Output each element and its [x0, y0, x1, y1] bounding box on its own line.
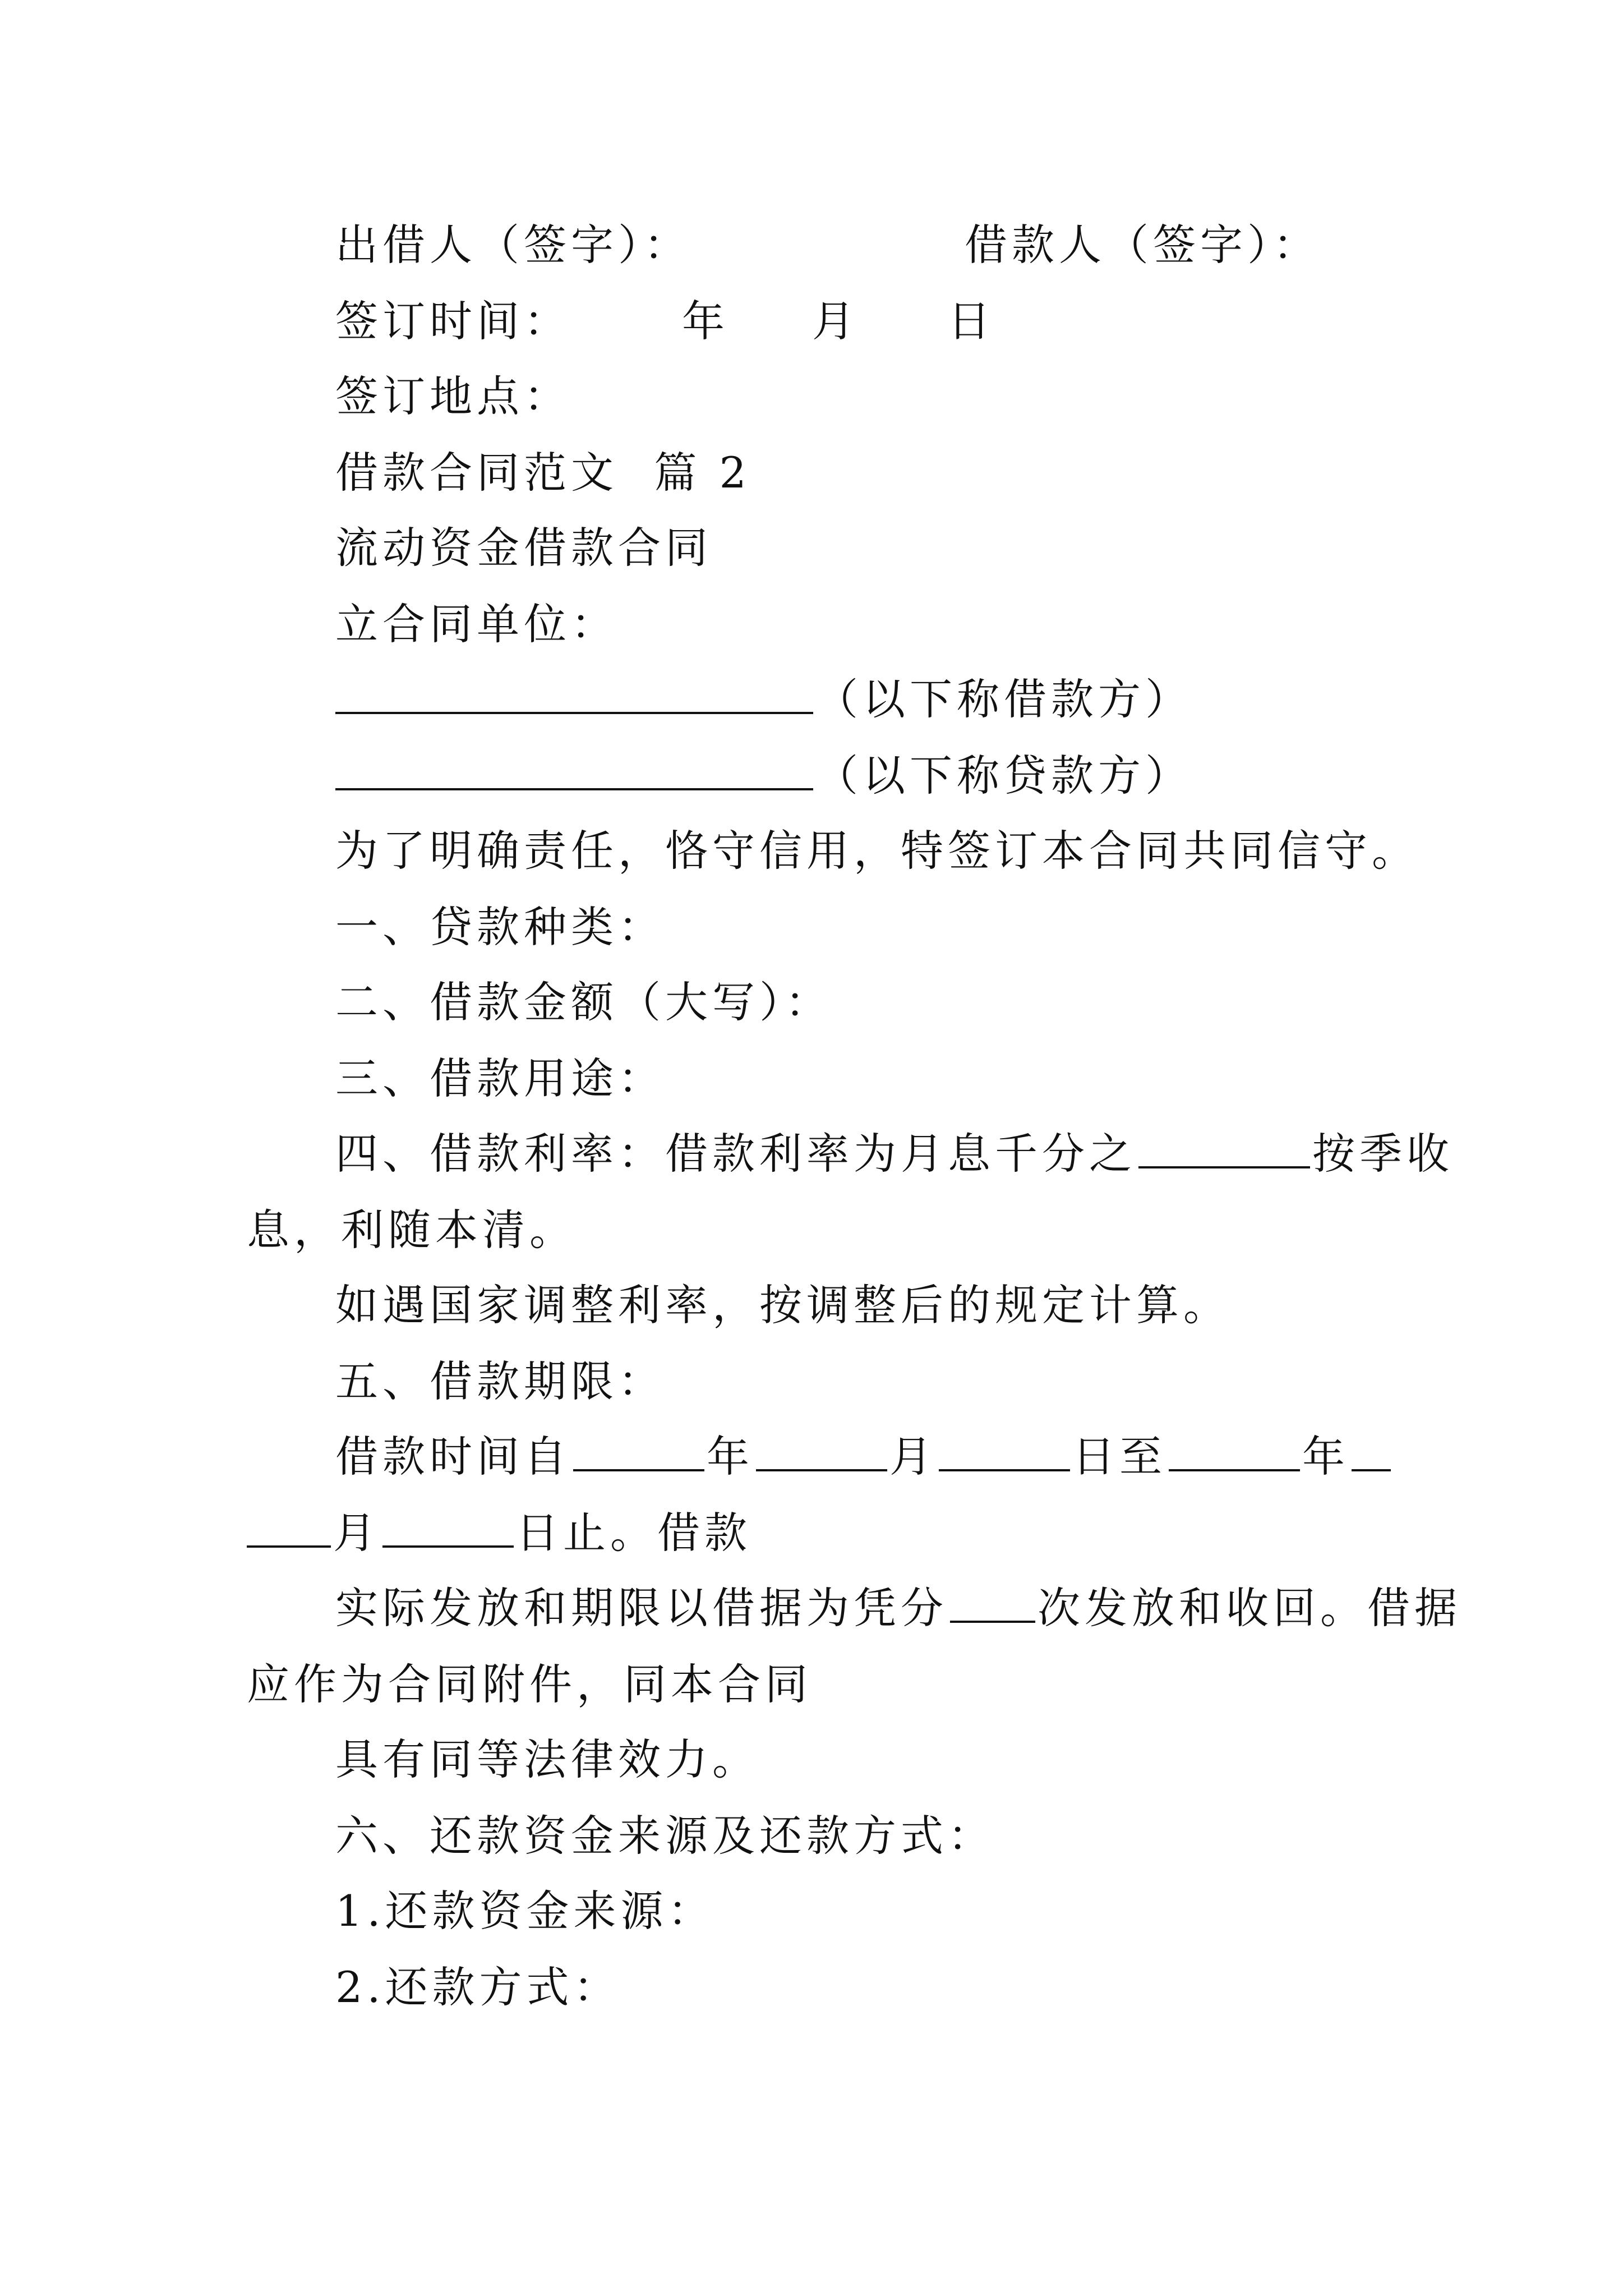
loan-term-line	[335, 1426, 1393, 1488]
interest-rate-blank	[1138, 1124, 1310, 1168]
disbursement-continuation: 应作为合同附件，同本合同	[247, 1659, 812, 1709]
borrower-signature-label: 借款人（签字）：	[965, 220, 1320, 270]
loan-term-day-to: 日至	[1072, 1432, 1166, 1481]
loan-term-continuation	[247, 1502, 751, 1564]
end-month-blank-start	[1352, 1427, 1391, 1471]
loan-term-month: 月	[889, 1432, 937, 1481]
clause-6-2: 2.还款方式：	[335, 1962, 621, 2012]
start-day-blank	[939, 1427, 1070, 1471]
sign-date-label: 签订时间：	[335, 296, 571, 346]
rate-adjust-note: 如遇国家调整利率，按调整后的规定计算。	[335, 1280, 1230, 1330]
disbursement-count-blank	[950, 1578, 1035, 1623]
end-year-blank	[1169, 1427, 1300, 1471]
sign-place-label: 签订地点：	[335, 371, 571, 421]
clause-1: 一、贷款种类：	[335, 902, 665, 952]
end-day-blank	[382, 1503, 514, 1548]
start-year-blank	[573, 1427, 704, 1471]
loan-term-end: 日止。借款	[516, 1508, 751, 1558]
clause-4-text-end: 按季收	[1312, 1129, 1454, 1179]
clause-3: 三、借款用途：	[335, 1053, 665, 1103]
legal-effect-text: 具有同等法律效力。	[335, 1734, 759, 1784]
lender-signature-label: 出借人（签字）：	[335, 220, 691, 270]
lender-name-blank	[335, 746, 813, 790]
disbursement-line	[335, 1577, 1461, 1639]
start-month-blank	[756, 1427, 887, 1471]
clause-6: 六、还款资金来源及还款方式：	[335, 1811, 995, 1861]
end-month-blank-end	[247, 1503, 331, 1548]
sign-date-month: 月	[812, 296, 859, 346]
loan-term-end-month: 月	[333, 1508, 380, 1558]
clause-4-text: 四、借款利率：借款利率为月息千分之	[335, 1129, 1136, 1179]
loan-term-year: 年	[707, 1432, 754, 1481]
parties-label: 立合同单位：	[335, 599, 618, 649]
clause-4	[335, 1123, 1454, 1185]
loan-term-end-year: 年	[1302, 1432, 1349, 1481]
clause-6-1: 1.还款资金来源：	[335, 1886, 715, 1936]
disbursement-text-end: 次发放和收回。借据	[1038, 1583, 1461, 1633]
lender-party-line	[335, 745, 1192, 807]
borrower-name-blank	[335, 669, 813, 714]
clause-2: 二、借款金额（大写）：	[335, 977, 832, 1027]
borrower-party-suffix: （以下称借款方）	[815, 674, 1192, 724]
intro-text: 为了明确责任，恪守信用，特签订本合同共同信守。	[335, 826, 1419, 876]
clause-5: 五、借款期限：	[335, 1356, 665, 1406]
lender-party-suffix: （以下称贷款方）	[815, 751, 1192, 800]
clause-4-continuation: 息，利随本清。	[247, 1205, 577, 1255]
borrower-party-line	[335, 669, 1192, 730]
contract-title: 流动资金借款合同	[335, 523, 712, 573]
loan-term-start: 借款时间自	[335, 1432, 571, 1481]
sign-date-day: 日	[948, 296, 995, 346]
disbursement-text: 实际发放和期限以借据为凭分	[335, 1583, 948, 1633]
sign-date-year: 年	[682, 296, 729, 346]
section-heading: 借款合同范文 篇 2	[335, 448, 751, 498]
